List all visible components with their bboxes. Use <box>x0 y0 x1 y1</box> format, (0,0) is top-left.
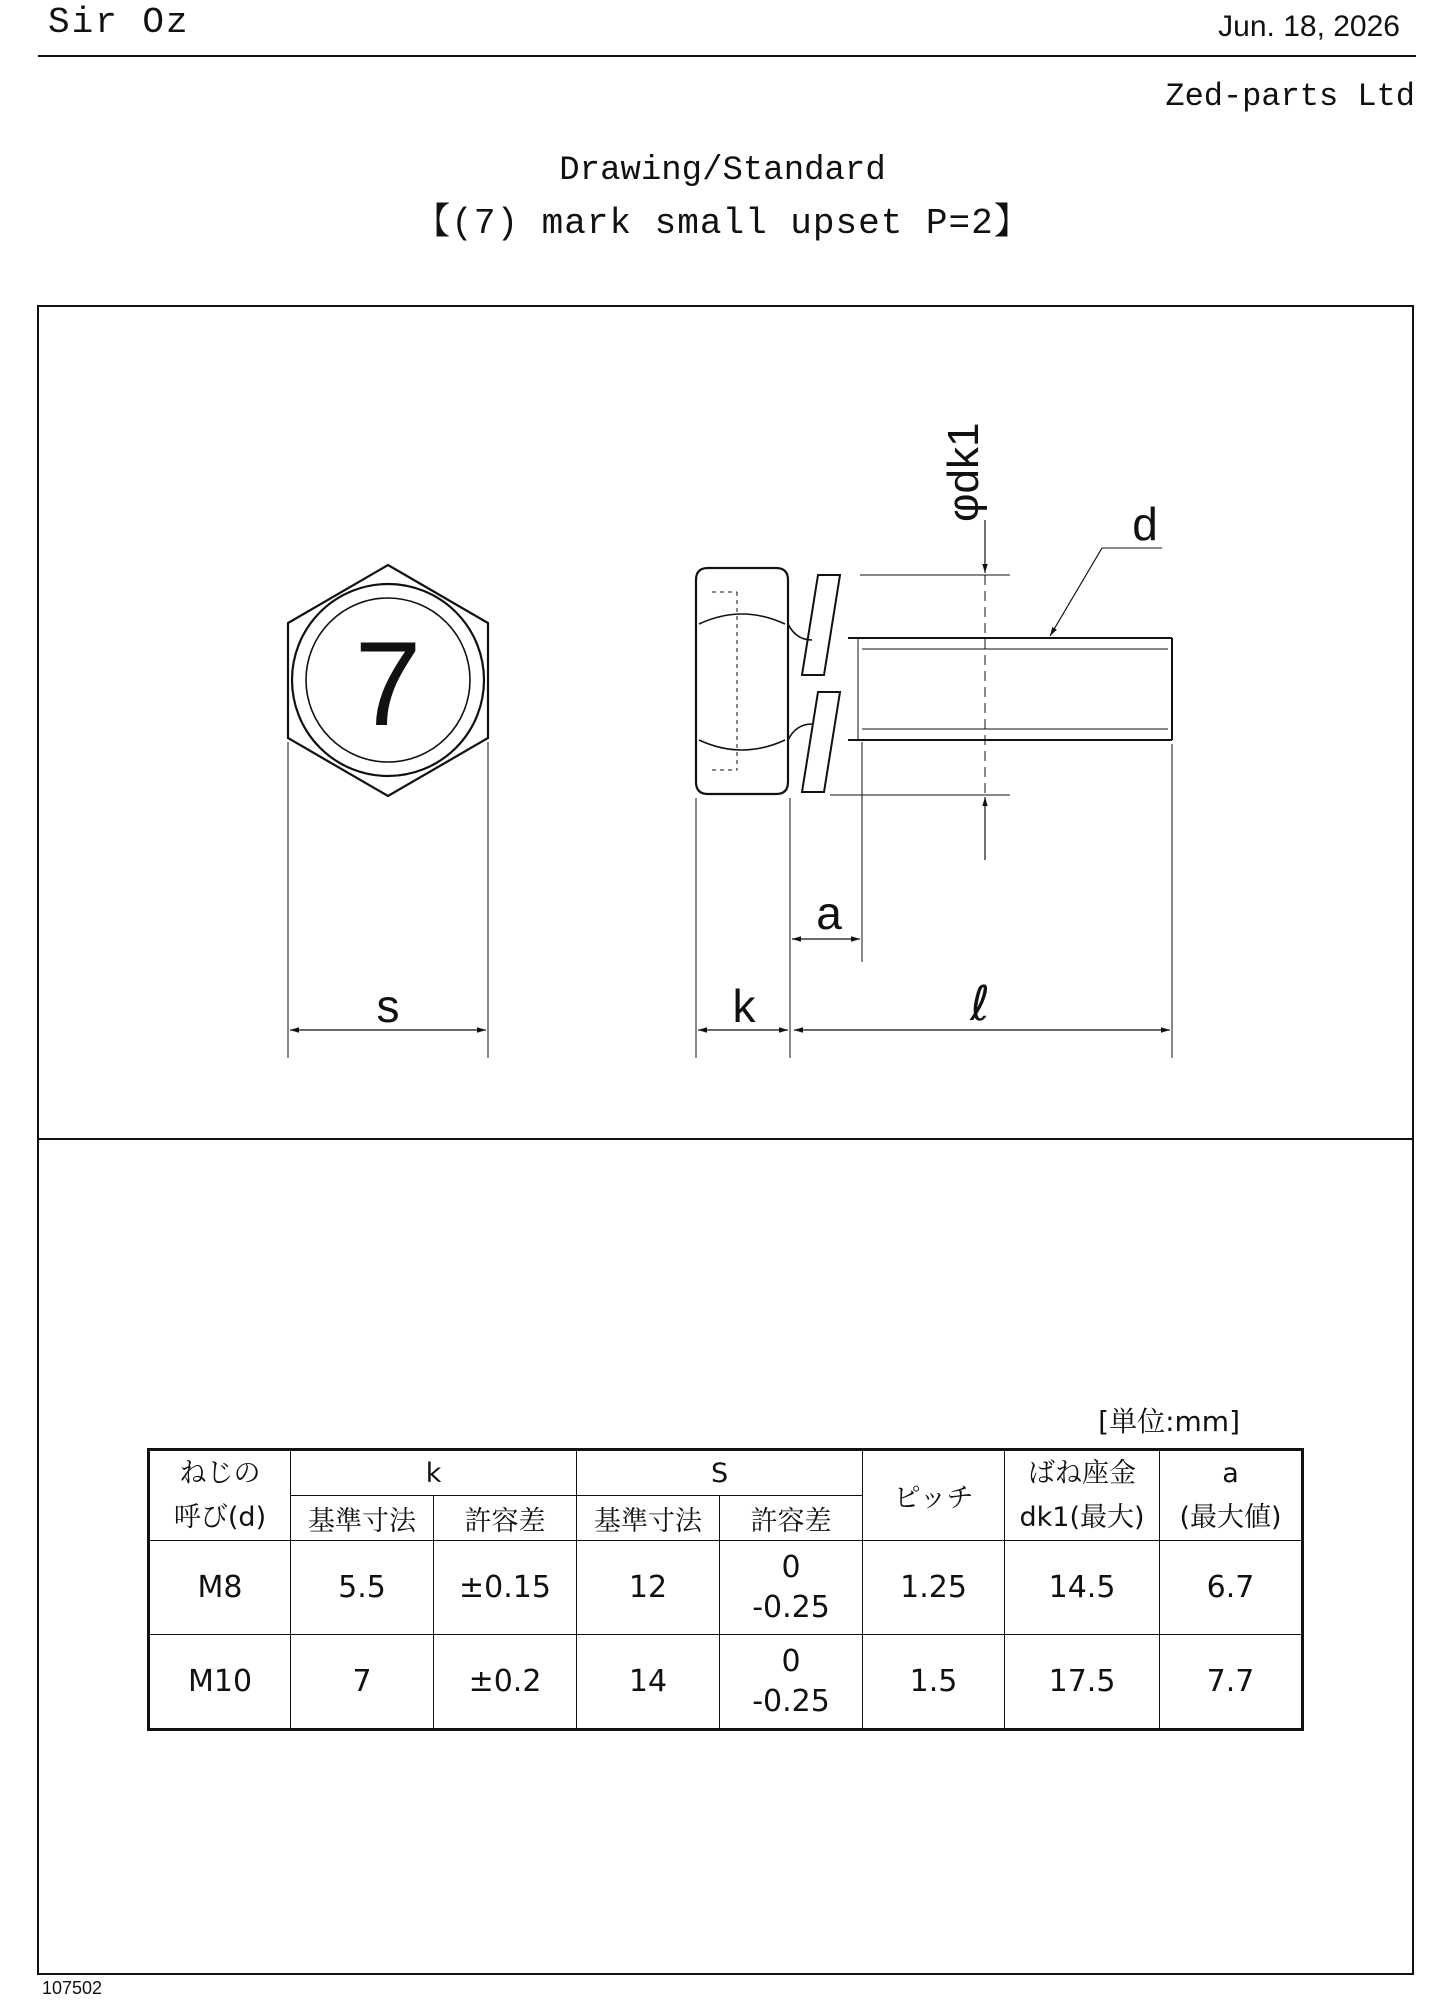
s-tolerance-upper: 0 <box>781 1643 801 1679</box>
company-name: Zed-parts Ltd <box>1165 78 1415 115</box>
spring-washer-top <box>802 575 840 675</box>
bolt-side-view <box>696 568 1172 794</box>
cell-k-basic: 5.5 <box>291 1541 434 1635</box>
dimension-k-label: k <box>732 980 756 1032</box>
cell-k-tolerance: ±0.2 <box>434 1635 577 1730</box>
s-tolerance-lower: -0.25 <box>752 1589 830 1625</box>
dimension-dk1-label: φdk1 <box>939 422 988 522</box>
unit-note: [単位:mm] <box>1098 1405 1240 1438</box>
author-name: Sir Oz <box>48 2 190 43</box>
s-tolerance-upper: 0 <box>781 1549 801 1585</box>
cell-s-tolerance <box>720 1541 863 1635</box>
table-header-row <box>149 1450 1303 1496</box>
dimension-d-label: d <box>1132 498 1158 550</box>
header-thread-line2: 呼び(d) <box>173 1501 267 1533</box>
document-date: Jun. 18, 2026 <box>1218 10 1400 43</box>
header-washer-line2: dk1(最大) <box>1019 1501 1145 1533</box>
dimension-d-leader <box>1050 548 1162 636</box>
header-k-tolerance: 許容差 <box>434 1496 577 1541</box>
header-thread-size <box>149 1450 291 1541</box>
document-number: 107502 <box>42 1978 103 1998</box>
dimension-a-label: a <box>816 887 842 939</box>
cell-k-tolerance: ±0.15 <box>434 1541 577 1635</box>
cell-k-basic: 7 <box>291 1635 434 1730</box>
header-a-line1: a <box>1222 1457 1239 1489</box>
cell-a: 6.7 <box>1160 1541 1303 1635</box>
cell-dk1: 17.5 <box>1005 1635 1160 1730</box>
spring-washer-bottom <box>802 692 840 792</box>
header-s-tolerance: 許容差 <box>720 1496 863 1541</box>
cell-pitch: 1.5 <box>863 1635 1005 1730</box>
cell-a: 7.7 <box>1160 1635 1303 1730</box>
header-a-line2: (最大値) <box>1179 1501 1282 1533</box>
document-subtitle: 【(7) mark small upset P=2】 <box>414 203 1031 244</box>
cell-thread: M8 <box>149 1541 291 1635</box>
table-row <box>149 1635 1303 1730</box>
header-washer-line1: ばね座金 <box>1028 1457 1137 1489</box>
header-k-basic: 基準寸法 <box>291 1496 434 1541</box>
document-title: Drawing/Standard <box>559 152 886 190</box>
header-a <box>1160 1450 1303 1541</box>
header-pitch: ピッチ <box>863 1450 1005 1541</box>
header-washer <box>1005 1450 1160 1541</box>
head-side-outline <box>696 568 788 794</box>
dimension-s-label: s <box>376 980 400 1032</box>
header-k: k <box>291 1450 577 1496</box>
dimension-length-label: ℓ <box>970 976 990 1032</box>
header-s-basic: 基準寸法 <box>577 1496 720 1541</box>
cell-pitch: 1.25 <box>863 1541 1005 1635</box>
cell-dk1: 14.5 <box>1005 1541 1160 1635</box>
s-tolerance-lower: -0.25 <box>752 1683 830 1719</box>
dimension-dk1 <box>830 520 1010 860</box>
cell-s-basic: 12 <box>577 1541 720 1635</box>
cell-s-tolerance <box>720 1635 863 1730</box>
head-mark-number: 7 <box>354 617 422 751</box>
header-thread-line1: ねじの <box>179 1457 261 1489</box>
table-row <box>149 1541 1303 1635</box>
header-s: S <box>577 1450 863 1496</box>
spec-table <box>147 1448 1304 1731</box>
cell-s-basic: 14 <box>577 1635 720 1730</box>
cell-thread: M10 <box>149 1635 291 1730</box>
